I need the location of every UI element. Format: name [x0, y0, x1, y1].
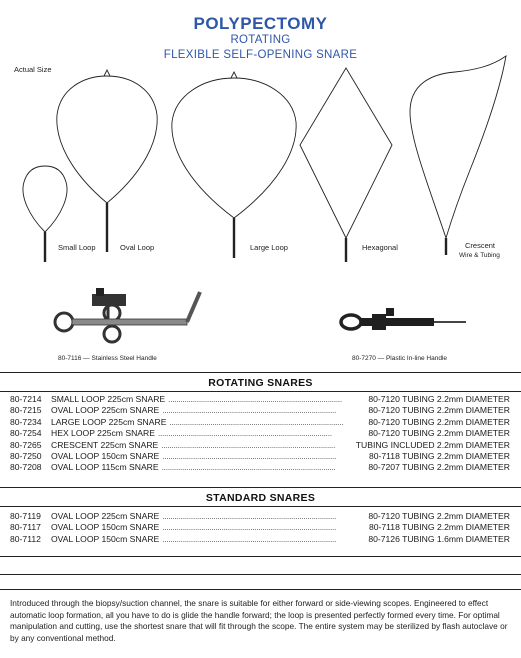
table-row	[10, 417, 510, 428]
product-description: HEX LOOP 225cm SNARE	[51, 428, 155, 439]
tubing-spec: 80-7120 TUBING 2.2mm DIAMETER	[368, 394, 510, 404]
tubing-spec: 80-7118 TUBING 2.2mm DIAMETER	[368, 522, 510, 533]
standard-snares-title: STANDARD SNARES	[205, 492, 316, 504]
product-code: 80-7250	[10, 450, 42, 461]
product-description: OVAL LOOP 150cm SNARE	[51, 533, 160, 544]
divider-middle	[0, 487, 521, 488]
small-loop-label: Small Loop	[58, 243, 96, 252]
tubing-spec: 80-7120 TUBING 2.2mm DIAMETER	[368, 428, 510, 439]
rotating-snares-title: ROTATING SNARES	[208, 377, 313, 389]
divider-lower-3	[0, 589, 521, 590]
leader-dots	[168, 394, 347, 405]
product-code: 80-7112	[10, 533, 41, 544]
leader-dots	[162, 534, 347, 545]
table-row	[10, 440, 510, 451]
divider-standard	[0, 506, 521, 507]
plastic-handle-caption: 80-7270 — Plastic In-line Handle	[352, 355, 448, 362]
leader-dots	[162, 405, 347, 416]
plastic-inline-handle	[341, 308, 466, 330]
product-code: 80-7208	[10, 462, 42, 473]
divider-rotating	[0, 391, 521, 392]
leader-dots	[169, 417, 347, 428]
tubing-spec: 80-7120 TUBING 2.2mm DIAMETER	[368, 405, 510, 416]
table-row	[10, 405, 510, 416]
table-row	[10, 522, 510, 533]
table-row	[10, 428, 510, 439]
crescent-label: Crescent	[465, 241, 496, 250]
tubing-spec: 80-7126 TUBING 1.6mm DIAMETER	[368, 533, 510, 544]
divider-lower-1	[0, 556, 521, 557]
product-description: OVAL LOOP 150cm SNARE	[51, 450, 160, 461]
table-row	[10, 462, 510, 473]
leader-dots	[161, 440, 347, 451]
hexagonal-snare	[300, 68, 392, 262]
subtitle-snare: FLEXIBLE SELF-OPENING SNARE	[163, 49, 358, 61]
actual-size-label: Actual Size	[14, 65, 52, 74]
table-row	[10, 394, 510, 405]
product-description: LARGE LOOP 225cm SNARE	[51, 416, 167, 427]
leader-dots	[162, 462, 347, 473]
subtitle-rotating: ROTATING	[230, 34, 291, 46]
crescent-sublabel: Wire & Tubing	[459, 252, 500, 259]
product-description-paragraph: Introduced through the biopsy/suction channel, the snare is suitable for either forward or side-viewing scopes. Engineered to effect automatic loop formation, all you have to do is glide the handle forward; the loop is presented perfectly formed every time. For optimal manipulation and cutting, use the shortest snare that will fit through the scope. The entire system may be sterilized by flash autoclave or by any conventional method.	[10, 598, 508, 643]
product-code: 80-7234	[10, 416, 42, 427]
oval-loop-label: Oval Loop	[120, 243, 155, 252]
product-description: OVAL LOOP 115cm SNARE	[51, 462, 159, 473]
crescent-snare	[410, 56, 506, 255]
tubing-spec: 80-7120 TUBING 2.2mm DIAMETER	[368, 511, 510, 521]
oval-loop-snare	[57, 70, 157, 252]
tubing-spec: TUBING INCLUDED 2.2mm DIAMETER	[355, 439, 510, 450]
stainless-steel-handle	[55, 288, 200, 342]
product-description: CRESCENT 225cm SNARE	[51, 439, 159, 450]
product-code: 80-7254	[10, 428, 42, 439]
table-row	[10, 511, 510, 522]
product-code: 80-7214	[10, 394, 42, 404]
product-description: OVAL LOOP 225cm SNARE	[51, 405, 160, 416]
divider-lower-2	[0, 574, 521, 575]
hexagonal-label: Hexagonal	[362, 243, 398, 252]
tubing-spec: 80-7118 TUBING 2.2mm DIAMETER	[368, 450, 510, 461]
product-description: SMALL LOOP 225cm SNARE	[51, 394, 166, 404]
product-description: OVAL LOOP 150cm SNARE	[51, 522, 160, 533]
product-code: 80-7215	[10, 405, 42, 416]
rotating-snares-table	[10, 394, 510, 474]
table-row	[10, 534, 510, 545]
large-loop-snare	[172, 72, 296, 258]
steel-handle-caption: 80-7116 — Stainless Steel Handle	[58, 355, 157, 362]
leader-dots	[158, 428, 347, 439]
tubing-spec: 80-7207 TUBING 2.2mm DIAMETER	[368, 462, 510, 473]
divider-top	[0, 372, 521, 373]
product-code: 80-7119	[10, 511, 41, 521]
large-loop-label: Large Loop	[250, 243, 288, 252]
page-title: POLYPECTOMY	[193, 14, 328, 33]
product-code: 80-7117	[10, 522, 41, 533]
leader-dots	[162, 511, 347, 522]
tubing-spec: 80-7120 TUBING 2.2mm DIAMETER	[368, 416, 510, 427]
table-row	[10, 451, 510, 462]
leader-dots	[162, 522, 347, 533]
product-description: OVAL LOOP 225cm SNARE	[51, 511, 160, 521]
standard-snares-table	[10, 511, 510, 545]
product-code: 80-7265	[10, 439, 42, 450]
leader-dots	[162, 451, 347, 462]
